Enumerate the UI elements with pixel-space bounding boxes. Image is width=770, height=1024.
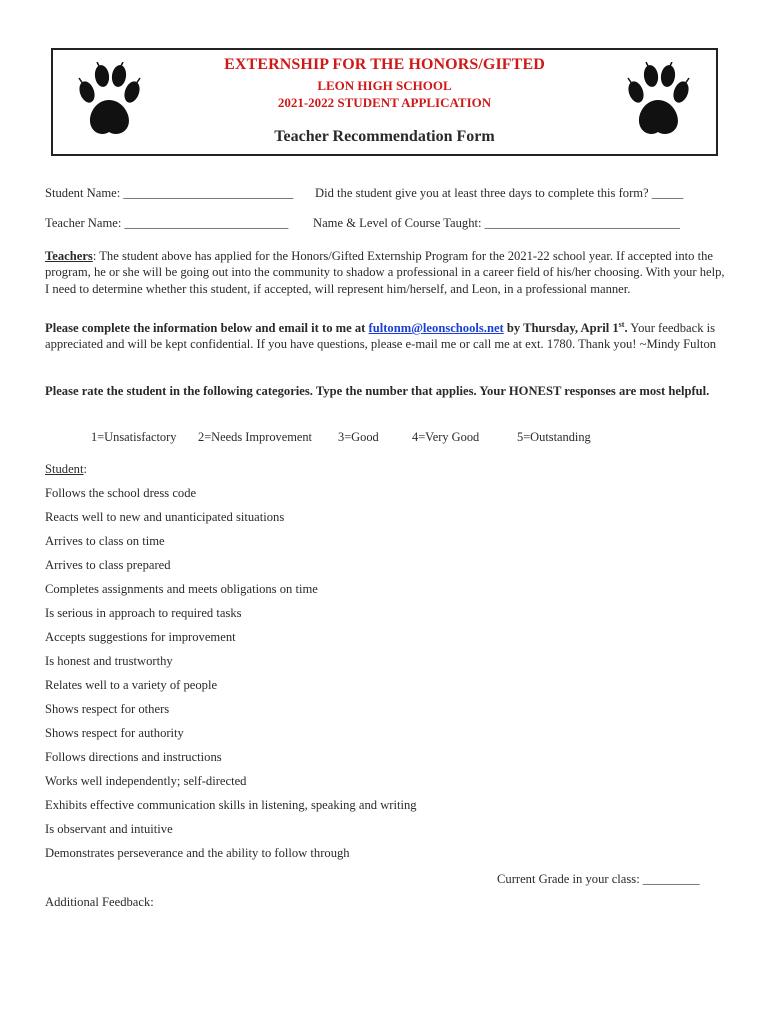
- criterion-item: Completes assignments and meets obligations on time: [45, 582, 318, 596]
- scale-2: 2=Needs Improvement: [198, 430, 312, 444]
- course-level-field[interactable]: Name & Level of Course Taught: _______________________________: [313, 216, 680, 230]
- form-title: Teacher Recommendation Form: [274, 128, 495, 145]
- criterion-item: Exhibits effective communication skills in listening, speaking and writing: [45, 798, 417, 812]
- scale-4: 4=Very Good: [412, 430, 480, 444]
- criterion-item: Is serious in approach to required tasks: [45, 606, 242, 620]
- criterion-item: Follows the school dress code: [45, 486, 197, 500]
- teachers-intro-paragraph: [45, 248, 725, 297]
- instructions-rest: Your feedback is appreciated and will be kept confidential. If you have questions, please e-mail me or call me at ext. 1780. Thank you! ~Mindy Fulton: [45, 321, 717, 352]
- scale-1: 1=Unsatisfactory: [91, 430, 177, 444]
- scale-3: 3=Good: [338, 430, 379, 444]
- teachers-text: : The student above has applied for the Honors/Gifted Externship Program for the 2021-22 school year. If accepted into the program, he or she will be going out into the community to shadow a professional in a career field of his/her choosing. With your help, I need to determine whether this student, if accepted, will represent him/herself, and Leon, in a professional manner.: [45, 249, 725, 296]
- criterion-item: Demonstrates perseverance and the ability to follow through: [45, 846, 350, 860]
- rate-instructions: Please rate the student in the following categories. Type the number that applies. Your HONEST responses are most helpful.: [45, 384, 710, 398]
- deadline-suffix: st: [618, 319, 625, 329]
- student-section-label: Student:: [45, 462, 87, 476]
- school-name: LEON HIGH SCHOOL: [317, 78, 452, 93]
- criterion-item: Is honest and trustworthy: [45, 654, 173, 668]
- header-box: [51, 48, 718, 156]
- deadline-end: .: [624, 321, 628, 335]
- criterion-item: Is observant and intuitive: [45, 822, 173, 836]
- student-name-field[interactable]: Student Name: ___________________________: [45, 186, 294, 200]
- criterion-item: Reacts well to new and unanticipated situations: [45, 510, 285, 524]
- instructions-paragraph: [45, 320, 725, 353]
- criterion-item: Relates well to a variety of people: [45, 678, 218, 692]
- current-grade-field[interactable]: Current Grade in your class: _________: [497, 872, 700, 886]
- criterion-item: Arrives to class on time: [45, 534, 165, 548]
- email-link[interactable]: fultonm@leonschools.net: [368, 321, 504, 335]
- criterion-item: Follows directions and instructions: [45, 750, 222, 764]
- criterion-item: Accepts suggestions for improvement: [45, 630, 236, 644]
- paw-print-icon: [624, 62, 690, 142]
- three-days-question[interactable]: Did the student give you at least three days to complete this form? _____: [315, 186, 684, 200]
- criterion-item: Shows respect for authority: [45, 726, 184, 740]
- instructions-bold: Please complete the information below and email it to me at: [45, 321, 369, 335]
- form-main-title: EXTERNSHIP FOR THE HONORS/GIFTED: [224, 56, 545, 73]
- additional-feedback-label: Additional Feedback:: [45, 895, 154, 909]
- criterion-item: Works well independently; self-directed: [45, 774, 247, 788]
- teacher-name-field[interactable]: Teacher Name: __________________________: [45, 216, 289, 230]
- application-year: 2021-2022 STUDENT APPLICATION: [277, 95, 492, 110]
- criterion-item: Shows respect for others: [45, 702, 170, 716]
- deadline-text: by Thursday, April 1: [503, 321, 619, 335]
- criterion-item: Arrives to class prepared: [45, 558, 171, 572]
- scale-5: 5=Outstanding: [517, 430, 591, 444]
- teachers-label: Teachers: [45, 249, 93, 263]
